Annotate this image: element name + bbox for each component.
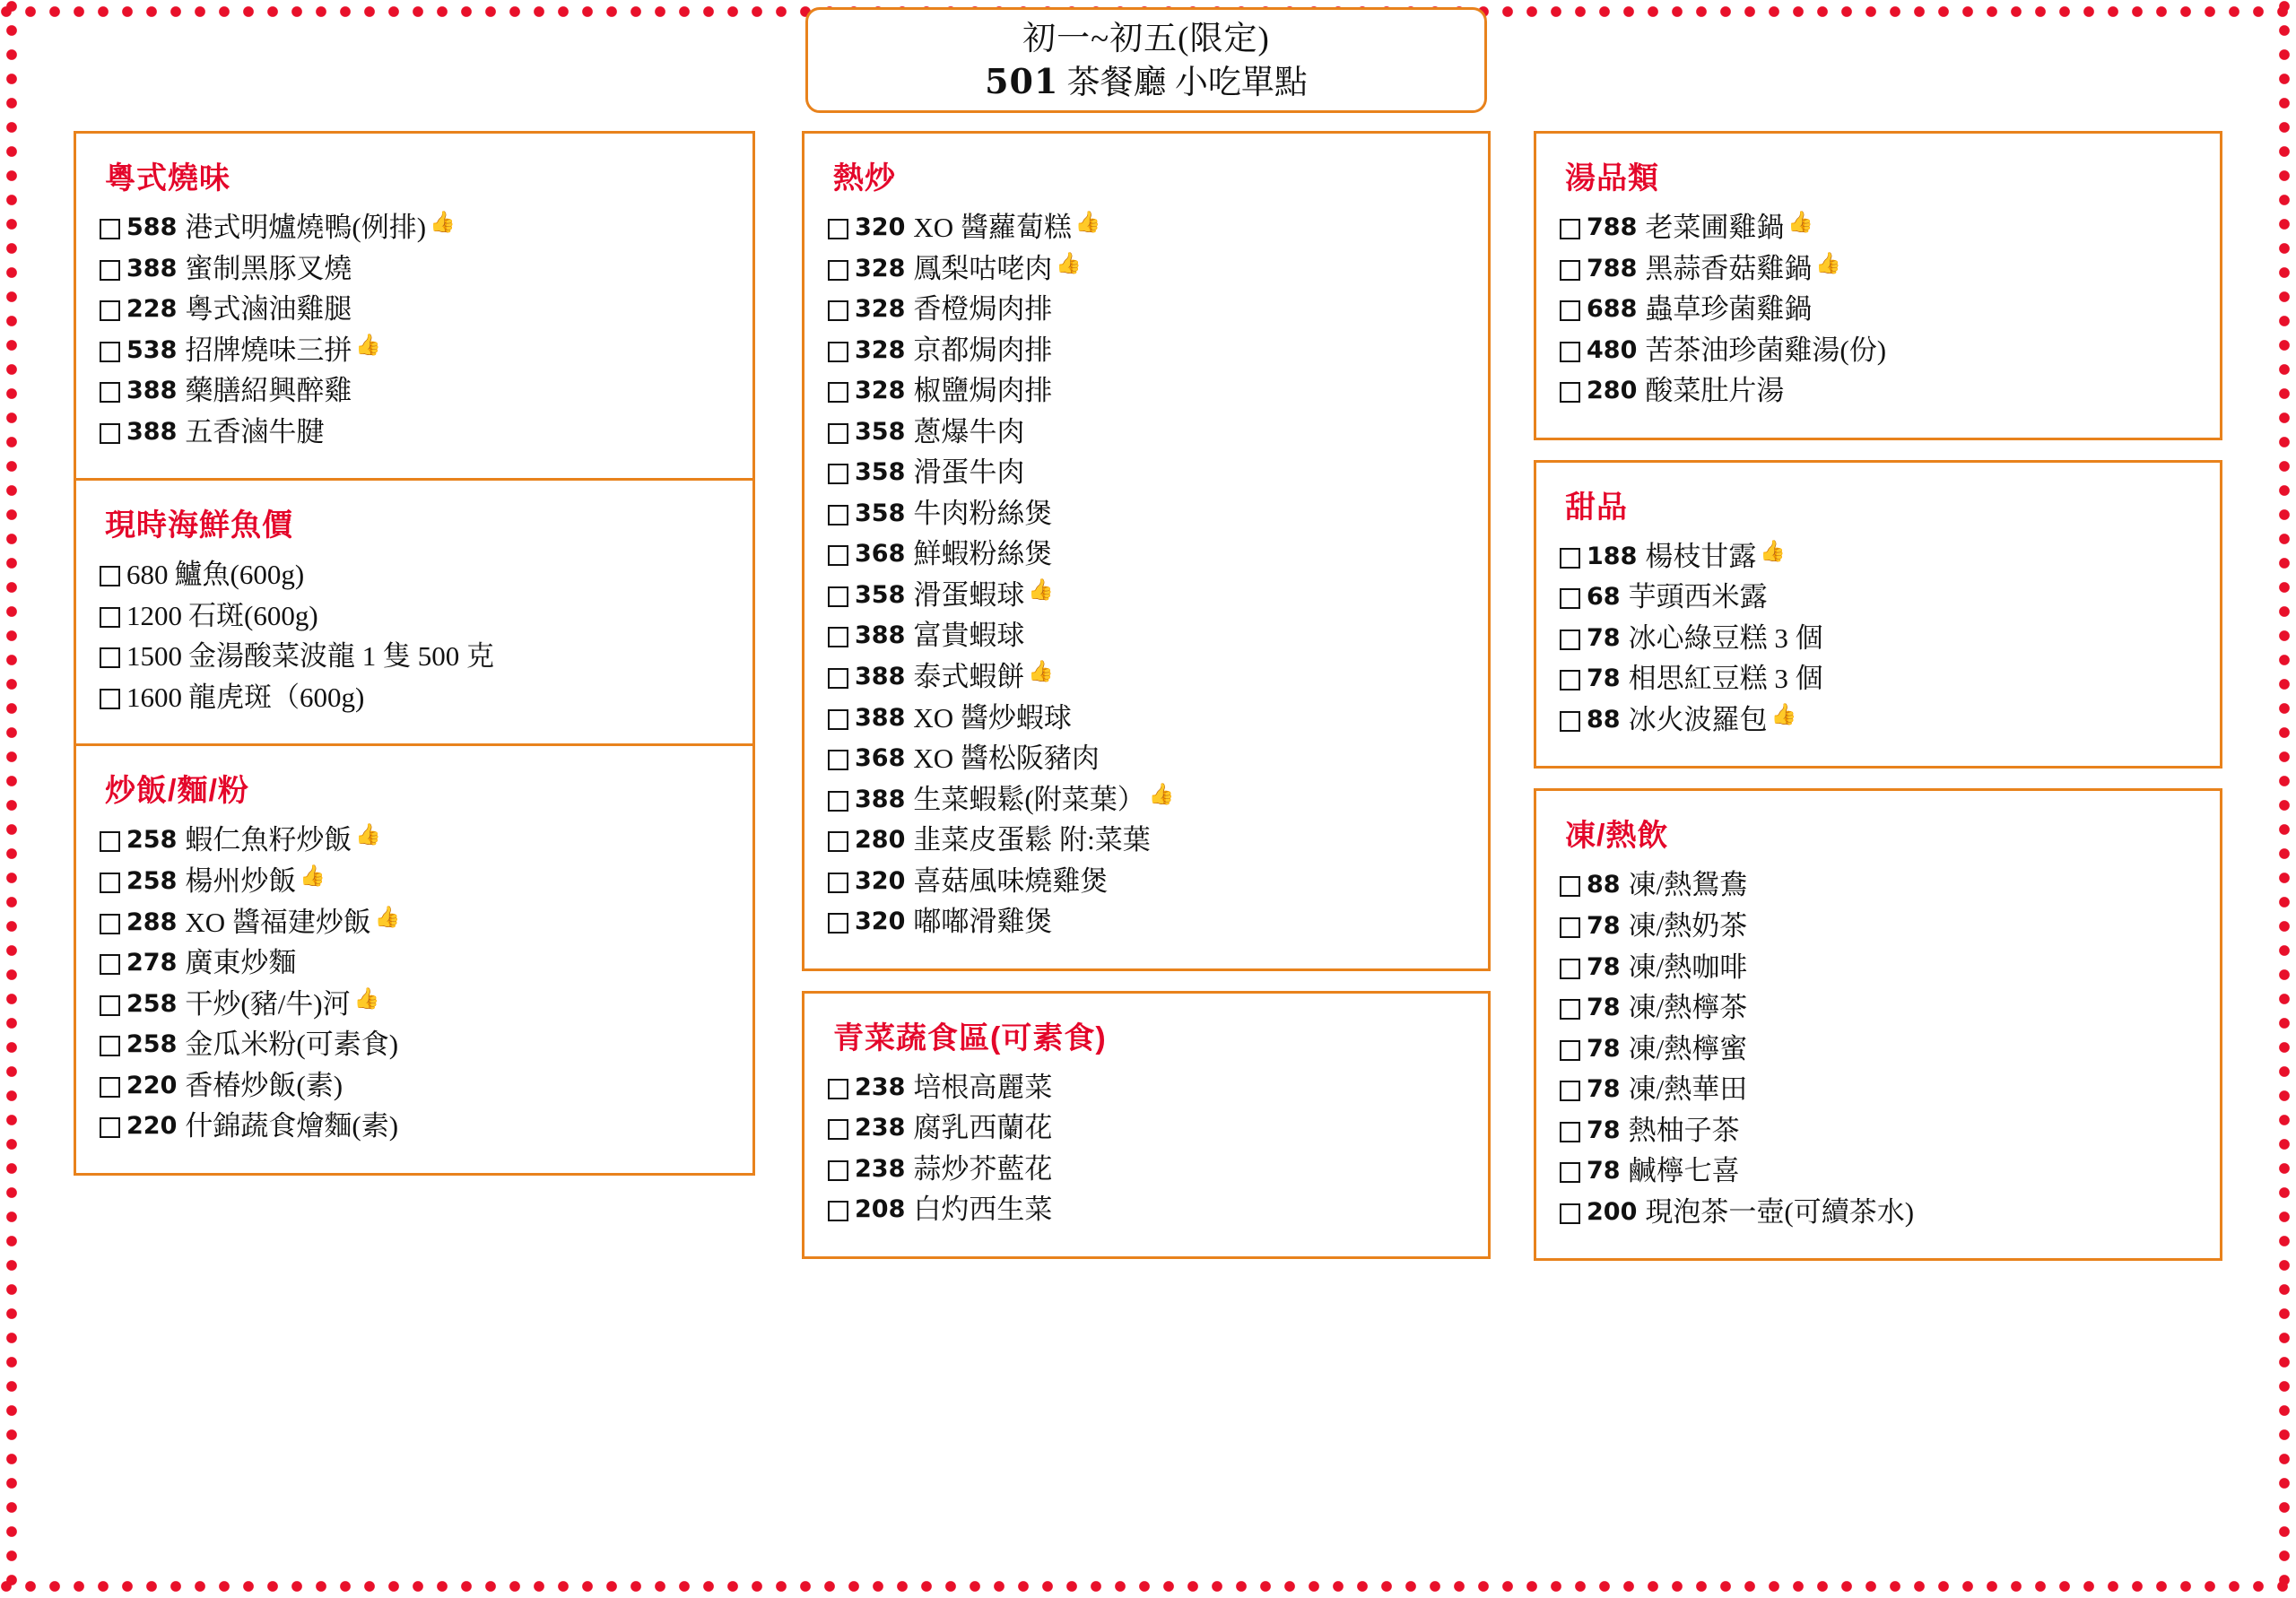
checkbox-icon[interactable] xyxy=(100,689,120,709)
item-price: 258 xyxy=(126,867,178,896)
item-price: 78 xyxy=(1587,623,1621,652)
thumbs-up-icon: 👍 xyxy=(1028,660,1055,683)
checkbox-icon[interactable] xyxy=(828,342,848,362)
item-price: 78 xyxy=(1587,1075,1621,1104)
checkbox-icon[interactable] xyxy=(828,1079,848,1099)
checkbox-icon[interactable] xyxy=(100,914,120,934)
checkbox-icon[interactable] xyxy=(100,873,120,893)
menu-section-rice-noodles xyxy=(74,743,755,1175)
checkbox-icon[interactable] xyxy=(1560,219,1580,239)
item-price: 88 xyxy=(1587,871,1621,899)
list-item[interactable] xyxy=(100,986,729,1020)
item-name: 招牌燒味三拼 xyxy=(185,334,352,366)
menu-section-desserts xyxy=(1534,460,2222,769)
item-name: 培根高麗菜 xyxy=(913,1071,1053,1103)
checkbox-icon[interactable] xyxy=(1560,1040,1580,1061)
checkbox-icon[interactable] xyxy=(828,423,848,444)
list-item[interactable] xyxy=(828,1195,1465,1225)
list-item[interactable] xyxy=(828,213,1465,243)
item-name: 相思紅豆糕 3 個 xyxy=(1628,663,1823,695)
item-price: 588 xyxy=(126,213,178,241)
checkbox-icon[interactable] xyxy=(100,342,120,362)
item-price: 78 xyxy=(1587,994,1621,1022)
item-name: 凍/熱咖啡 xyxy=(1628,951,1748,983)
item-name: 龍虎斑（600g) xyxy=(188,681,365,713)
menu-page xyxy=(30,5,2266,1593)
item-name: 香椿炒飯(素) xyxy=(185,1069,344,1101)
item-name: 滑蛋蝦球 xyxy=(913,578,1025,611)
thumbs-up-icon: 👍 xyxy=(355,823,382,847)
list-item[interactable] xyxy=(828,864,1465,897)
item-price: 200 xyxy=(1587,1197,1638,1226)
item-name: 石斑(600g) xyxy=(188,599,318,631)
item-name: 椒鹽焗肉排 xyxy=(913,375,1053,407)
item-name: 鮮蝦粉絲煲 xyxy=(913,538,1053,570)
item-price: 1500 xyxy=(126,640,182,673)
list-item[interactable] xyxy=(100,1069,729,1101)
menu-item-list xyxy=(828,213,1465,937)
item-name: 楊州炒飯 xyxy=(185,865,297,898)
item-name: 凍/熱華田 xyxy=(1628,1073,1748,1106)
list-item[interactable] xyxy=(1560,664,2196,694)
item-name: 蟲草珍菌雞鍋 xyxy=(1645,293,1813,326)
list-item[interactable] xyxy=(828,251,1465,284)
checkbox-icon[interactable] xyxy=(828,913,848,934)
checkbox-icon[interactable] xyxy=(1560,959,1580,979)
checkbox-icon[interactable] xyxy=(828,382,848,403)
checkbox-icon[interactable] xyxy=(100,260,120,281)
checkbox-icon[interactable] xyxy=(828,873,848,893)
list-item[interactable] xyxy=(828,826,1465,855)
item-name: 冰火波羅包 xyxy=(1628,703,1768,735)
item-price: 388 xyxy=(126,254,178,282)
list-item[interactable] xyxy=(1560,1075,2196,1105)
dot-col-left xyxy=(5,0,18,1598)
thumbs-up-icon: 👍 xyxy=(1770,702,1797,725)
item-name: 鹹檸七喜 xyxy=(1628,1155,1740,1187)
item-price: 258 xyxy=(126,826,178,855)
section-title: 甜品 xyxy=(1565,490,1628,525)
checkbox-icon[interactable] xyxy=(100,1117,120,1138)
page-title xyxy=(985,61,1308,103)
list-item[interactable] xyxy=(1560,1195,2196,1228)
item-name: 喜菇風味燒雞煲 xyxy=(913,864,1109,897)
item-price: 538 xyxy=(126,335,178,364)
menu-column-right xyxy=(1534,131,2222,1261)
checkbox-icon[interactable] xyxy=(828,260,848,281)
item-price: 288 xyxy=(126,908,178,936)
list-item[interactable] xyxy=(100,295,729,325)
thumbs-up-icon: 👍 xyxy=(1074,211,1101,233)
item-price: 238 xyxy=(855,1154,906,1183)
menu-number: 501 xyxy=(985,60,1059,101)
item-name: XO 醬蘿蔔糕 xyxy=(913,212,1072,243)
menu-section-cantonese-roast xyxy=(74,131,755,481)
checkbox-icon[interactable] xyxy=(828,627,848,647)
list-item[interactable] xyxy=(1560,1157,2196,1186)
item-name: 楊枝甘露 xyxy=(1645,540,1757,572)
section-title: 粵式燒味 xyxy=(105,161,230,195)
list-item[interactable] xyxy=(1560,1032,2196,1064)
item-price: 280 xyxy=(855,826,906,855)
item-price: 358 xyxy=(855,580,906,609)
checkbox-icon[interactable] xyxy=(1560,876,1580,897)
checkbox-icon[interactable] xyxy=(100,300,120,321)
thumbs-up-icon: 👍 xyxy=(1148,782,1175,805)
section-title: 炒飯/麵/粉 xyxy=(105,774,249,809)
list-item[interactable] xyxy=(100,377,729,406)
list-item[interactable] xyxy=(828,415,1465,447)
item-name: 老菜圃雞鍋 xyxy=(1645,212,1785,243)
section-title: 凍/熱飲 xyxy=(1565,819,1669,854)
item-name: 香橙焗肉排 xyxy=(913,293,1053,326)
item-name: 什錦蔬食燴麵(素) xyxy=(185,1110,399,1142)
item-name: 現泡茶一壺(可續茶水) xyxy=(1645,1195,1915,1228)
item-price: 278 xyxy=(126,949,178,977)
item-name: XO 醬松阪豬肉 xyxy=(913,743,1100,775)
section-title: 熱炒 xyxy=(833,161,896,195)
dot-col-right xyxy=(2278,0,2291,1598)
menu-section-seafood xyxy=(74,478,755,746)
item-name: 蒜炒芥藍花 xyxy=(913,1152,1053,1185)
checkbox-icon[interactable] xyxy=(828,791,848,812)
list-item[interactable] xyxy=(828,621,1465,651)
list-item[interactable] xyxy=(1560,621,2196,654)
item-name: 嘟嘟滑雞煲 xyxy=(913,906,1053,938)
list-item[interactable] xyxy=(828,1073,1465,1103)
item-name: XO 醬福建炒飯 xyxy=(185,906,371,938)
item-price: 238 xyxy=(855,1073,906,1101)
item-price: 68 xyxy=(1587,583,1621,612)
list-item[interactable] xyxy=(100,683,729,713)
thumbs-up-icon: 👍 xyxy=(430,211,456,233)
checkbox-icon[interactable] xyxy=(828,1160,848,1181)
checkbox-icon[interactable] xyxy=(100,831,120,852)
item-price: 78 xyxy=(1587,1116,1621,1144)
item-price: 388 xyxy=(126,377,178,405)
item-name: 干炒(豬/牛)河 xyxy=(185,987,351,1020)
list-item[interactable] xyxy=(1560,583,2196,612)
item-name: 黑蒜香菇雞鍋 xyxy=(1645,252,1813,284)
list-item[interactable] xyxy=(828,540,1465,569)
item-price: 78 xyxy=(1587,952,1621,981)
checkbox-icon[interactable] xyxy=(1560,342,1580,362)
item-name: 蜜制黑豚叉燒 xyxy=(185,252,352,284)
item-name: 廣東炒麵 xyxy=(185,947,297,979)
list-item[interactable] xyxy=(1560,377,2196,406)
thumbs-up-icon: 👍 xyxy=(1760,539,1787,562)
checkbox-icon[interactable] xyxy=(100,607,120,628)
checkbox-icon[interactable] xyxy=(1560,382,1580,403)
item-price: 1200 xyxy=(126,599,182,631)
item-price: 258 xyxy=(126,1030,178,1059)
list-item[interactable] xyxy=(100,415,729,447)
list-item[interactable] xyxy=(828,908,1465,937)
item-price: 388 xyxy=(855,621,906,650)
item-price: 1600 xyxy=(126,681,182,713)
menu-item-list xyxy=(100,560,729,712)
checkbox-icon[interactable] xyxy=(1560,1203,1580,1224)
checkbox-icon[interactable] xyxy=(828,300,848,321)
item-name: XO 醬炒蝦球 xyxy=(913,701,1072,734)
checkbox-icon[interactable] xyxy=(1560,1162,1580,1183)
list-item[interactable] xyxy=(828,458,1465,488)
item-price: 280 xyxy=(1587,377,1638,405)
list-item[interactable] xyxy=(100,333,729,366)
list-item[interactable] xyxy=(100,823,729,856)
list-item[interactable] xyxy=(828,744,1465,774)
thumbs-up-icon: 👍 xyxy=(1787,211,1814,233)
item-name: 金湯酸菜波龍 1 隻 500 克 xyxy=(188,640,494,673)
item-price: 258 xyxy=(126,989,178,1018)
section-title: 湯品類 xyxy=(1565,161,1659,195)
item-name: 金瓜米粉(可素食) xyxy=(185,1029,399,1061)
menu-item-list xyxy=(1560,871,2196,1227)
menu-item-list xyxy=(100,213,729,447)
item-price: 220 xyxy=(126,1071,178,1099)
list-item[interactable] xyxy=(828,499,1465,529)
list-item[interactable] xyxy=(100,949,729,978)
item-name: 苦茶油珍菌雞湯(份) xyxy=(1645,334,1887,366)
list-item[interactable] xyxy=(1560,336,2196,366)
item-price: 328 xyxy=(855,377,906,405)
menu-section-vegetables xyxy=(802,991,1491,1259)
checkbox-icon[interactable] xyxy=(828,586,848,607)
item-name: 鱸魚(600g) xyxy=(174,559,305,591)
item-name: 泰式蝦餅 xyxy=(913,661,1025,693)
item-price: 388 xyxy=(855,703,906,732)
checkbox-icon[interactable] xyxy=(1560,548,1580,569)
thumbs-up-icon: 👍 xyxy=(300,864,326,888)
item-name: 港式明爐燒鴨(例排) xyxy=(185,212,427,243)
item-name: 白灼西生菜 xyxy=(913,1194,1053,1226)
item-name: 凍/熱鴛鴦 xyxy=(1628,869,1748,901)
checkbox-icon[interactable] xyxy=(828,668,848,689)
item-price: 368 xyxy=(855,540,906,569)
item-name: 凍/熱檸蜜 xyxy=(1628,1032,1748,1064)
item-price: 388 xyxy=(126,417,178,446)
item-price: 328 xyxy=(855,295,906,324)
item-name: 生菜蝦鬆(附菜葉） xyxy=(913,783,1145,815)
item-name: 冰心綠豆糕 3 個 xyxy=(1628,621,1823,654)
item-name: 芋頭西米露 xyxy=(1628,581,1768,613)
list-item[interactable] xyxy=(100,560,729,590)
item-price: 78 xyxy=(1587,1157,1621,1185)
item-price: 688 xyxy=(1587,295,1638,324)
checkbox-icon[interactable] xyxy=(1560,630,1580,650)
item-price: 320 xyxy=(855,866,906,895)
list-item[interactable] xyxy=(828,660,1465,693)
checkbox-icon[interactable] xyxy=(100,423,120,444)
list-item[interactable] xyxy=(100,599,729,631)
item-price: 358 xyxy=(855,458,906,487)
item-price: 328 xyxy=(855,254,906,282)
list-item[interactable] xyxy=(1560,871,2196,900)
item-price: 388 xyxy=(855,785,906,813)
item-name: 富貴蝦球 xyxy=(913,620,1025,652)
item-price: 788 xyxy=(1587,254,1638,282)
list-item[interactable] xyxy=(1560,539,2196,572)
menu-title-box xyxy=(805,7,1487,113)
item-price: 88 xyxy=(1587,705,1621,734)
item-price: 358 xyxy=(855,417,906,446)
thumbs-up-icon: 👍 xyxy=(1028,578,1055,601)
item-price: 788 xyxy=(1587,213,1638,241)
item-name: 京都焗肉排 xyxy=(913,334,1053,366)
item-price: 328 xyxy=(855,335,906,364)
checkbox-icon[interactable] xyxy=(100,566,120,586)
list-item[interactable] xyxy=(828,782,1465,815)
thumbs-up-icon: 👍 xyxy=(374,905,401,928)
item-price: 220 xyxy=(126,1112,178,1141)
list-item[interactable] xyxy=(828,578,1465,611)
list-item[interactable] xyxy=(100,252,729,284)
list-item[interactable] xyxy=(100,864,729,898)
list-item[interactable] xyxy=(1560,702,2196,735)
menu-item-list xyxy=(1560,539,2196,735)
list-item[interactable] xyxy=(1560,953,2196,983)
checkbox-icon[interactable] xyxy=(828,709,848,730)
item-price: 238 xyxy=(855,1114,906,1142)
checkbox-icon[interactable] xyxy=(828,219,848,239)
item-name: 粵式滷油雞腿 xyxy=(185,293,352,326)
list-item[interactable] xyxy=(100,1030,729,1060)
checkbox-icon[interactable] xyxy=(1560,1122,1580,1142)
checkbox-icon[interactable] xyxy=(1560,670,1580,690)
list-item[interactable] xyxy=(100,213,729,243)
checkbox-icon[interactable] xyxy=(100,954,120,975)
item-name: 蔥爆牛肉 xyxy=(913,415,1025,447)
item-name: 凍/熱奶茶 xyxy=(1628,910,1748,942)
item-price: 228 xyxy=(126,295,178,324)
checkbox-icon[interactable] xyxy=(100,647,120,668)
checkbox-icon[interactable] xyxy=(1560,300,1580,321)
item-price: 480 xyxy=(1587,335,1638,364)
checkbox-icon[interactable] xyxy=(828,545,848,566)
item-price: 368 xyxy=(855,744,906,773)
item-price: 188 xyxy=(1587,542,1638,570)
list-item[interactable] xyxy=(1560,1116,2196,1146)
thumbs-up-icon: 👍 xyxy=(1056,251,1083,274)
list-item[interactable] xyxy=(828,1114,1465,1143)
checkbox-icon[interactable] xyxy=(100,219,120,239)
item-price: 320 xyxy=(855,213,906,241)
item-name: 滑蛋牛肉 xyxy=(913,456,1025,489)
menu-section-stirfry xyxy=(802,131,1491,971)
list-item[interactable] xyxy=(828,1152,1465,1185)
item-name: 凍/熱檸茶 xyxy=(1628,992,1748,1024)
item-price: 388 xyxy=(855,663,906,691)
list-item[interactable] xyxy=(1560,295,2196,325)
menu-section-soups xyxy=(1534,131,2222,440)
checkbox-icon[interactable] xyxy=(1560,917,1580,938)
item-name: 藥膳紹興醉雞 xyxy=(185,375,352,407)
checkbox-icon[interactable] xyxy=(828,750,848,770)
section-title: 青菜蔬食區(可素食) xyxy=(833,1020,1107,1055)
checkbox-icon[interactable] xyxy=(1560,711,1580,732)
checkbox-icon[interactable] xyxy=(100,995,120,1016)
list-item[interactable] xyxy=(1560,994,2196,1023)
checkbox-icon[interactable] xyxy=(100,1077,120,1098)
checkbox-icon[interactable] xyxy=(828,1119,848,1140)
item-name: 蝦仁魚籽炒飯 xyxy=(185,824,352,856)
item-price: 320 xyxy=(855,908,906,936)
item-name: 酸菜肚片湯 xyxy=(1645,375,1785,407)
checkbox-icon[interactable] xyxy=(828,1201,848,1221)
list-item[interactable] xyxy=(828,295,1465,325)
checkbox-icon[interactable] xyxy=(1560,260,1580,281)
thumbs-up-icon: 👍 xyxy=(355,333,382,356)
list-item[interactable] xyxy=(828,336,1465,366)
item-price: 78 xyxy=(1587,664,1621,693)
item-price: 208 xyxy=(855,1195,906,1224)
list-item[interactable] xyxy=(100,642,729,672)
item-name: 腐乳西蘭花 xyxy=(913,1112,1053,1144)
section-title: 現時海鮮魚價 xyxy=(105,508,293,543)
menu-item-list xyxy=(828,1073,1465,1225)
menu-subtitle: 初一~初五(限定) xyxy=(1022,21,1270,58)
list-item[interactable] xyxy=(1560,213,2196,243)
item-price: 680 xyxy=(126,559,169,591)
item-name: 熱柚子茶 xyxy=(1628,1114,1740,1146)
list-item[interactable] xyxy=(828,377,1465,406)
list-item[interactable] xyxy=(1560,912,2196,942)
item-name: 鳳梨咕咾肉 xyxy=(913,252,1053,284)
checkbox-icon[interactable] xyxy=(1560,999,1580,1020)
item-name: 牛肉粉絲煲 xyxy=(913,497,1053,529)
checkbox-icon[interactable] xyxy=(828,831,848,852)
checkbox-icon[interactable] xyxy=(1560,1081,1580,1101)
list-item[interactable] xyxy=(100,905,729,938)
list-item[interactable] xyxy=(1560,251,2196,284)
thumbs-up-icon: 👍 xyxy=(353,986,380,1010)
checkbox-icon[interactable] xyxy=(100,382,120,403)
checkbox-icon[interactable] xyxy=(100,1036,120,1056)
list-item[interactable] xyxy=(828,701,1465,734)
item-price: 78 xyxy=(1587,912,1621,941)
item-name: 韭菜皮蛋鬆 附:菜葉 xyxy=(913,824,1151,856)
item-price: 358 xyxy=(855,499,906,527)
item-price: 78 xyxy=(1587,1034,1621,1063)
menu-column-middle xyxy=(802,131,1491,1259)
thumbs-up-icon: 👍 xyxy=(1815,251,1842,274)
checkbox-icon[interactable] xyxy=(1560,588,1580,609)
checkbox-icon[interactable] xyxy=(828,464,848,484)
menu-item-list xyxy=(1560,213,2196,406)
menu-column-left xyxy=(74,131,755,1176)
list-item[interactable] xyxy=(100,1112,729,1142)
checkbox-icon[interactable] xyxy=(828,505,848,525)
menu-section-drinks xyxy=(1534,788,2222,1261)
menu-item-list xyxy=(100,823,729,1142)
item-name: 五香滷牛腱 xyxy=(185,415,325,447)
menu-title-text: 茶餐廳 小吃單點 xyxy=(1058,64,1308,101)
